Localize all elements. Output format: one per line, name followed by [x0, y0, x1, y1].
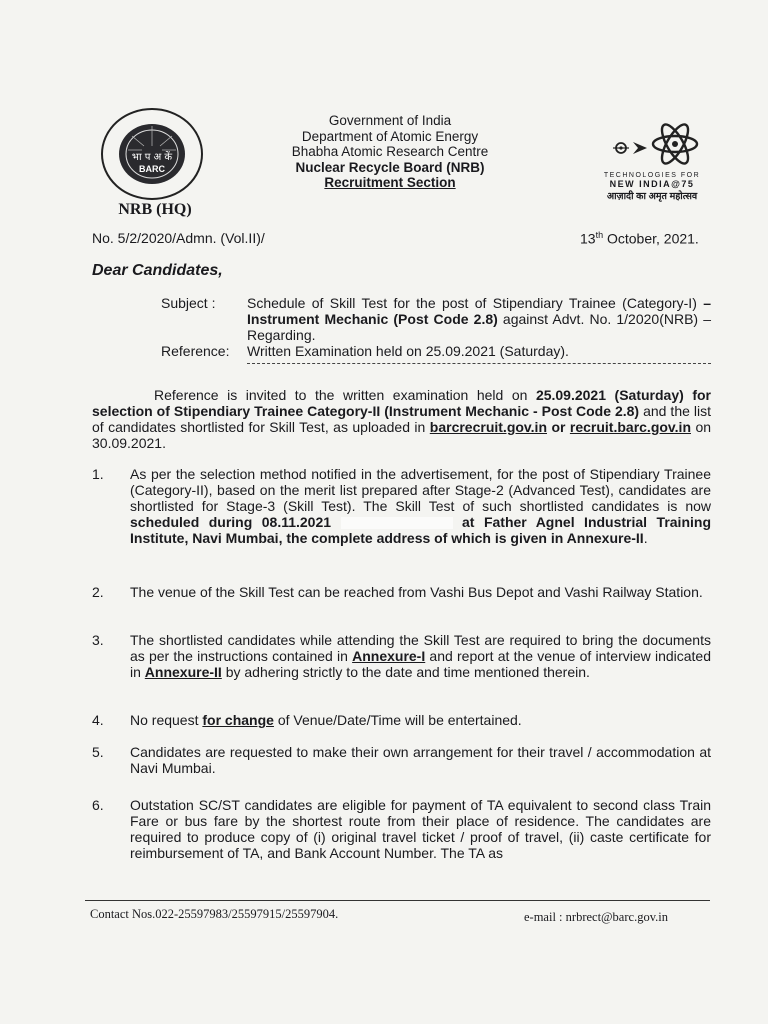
list-item: 1. As per the selection method notified in the advertisement, for the post of Stipendiary Trainee (Category-II), based on the merit list prepared after Stage-2 (Advanced Test), candidates are shortlisted for Stage-3 (Skill Test). The Skill Test of such shortlisted candidates is now scheduled during 08.11.2021 at Father Agnel Industrial Training Institute, Navi Mumbai, the complete address of which is given in Annexure-II.	[92, 466, 711, 546]
govt-line: Government of India	[328, 113, 452, 128]
barcrecruit-link[interactable]: barcrecruit.gov.in	[429, 419, 547, 435]
barc-line: Bhabha Atomic Research Centre	[291, 144, 489, 159]
atom-emblem-icon	[597, 118, 707, 170]
subject-divider	[247, 363, 711, 364]
contact-numbers: Contact Nos.022-25597983/25597915/25597904.	[90, 907, 339, 921]
seal-barc-text: BARC	[139, 164, 165, 174]
reference-number: No. 5/2/2020/Admn. (Vol.II)/	[92, 230, 265, 246]
footer-divider	[85, 900, 710, 901]
letter-date: 13th October, 2021.	[580, 230, 699, 247]
recruit-barc-link[interactable]: recruit.barc.gov.in	[569, 419, 691, 435]
reference-text: Written Examination held on 25.09.2021 (Saturday).	[247, 343, 569, 359]
subject-label: Subject :	[161, 295, 216, 311]
list-item: 4. No request for change of Venue/Date/Time will be entertained.	[92, 712, 522, 728]
azadi-hindi-text: आज़ादी का अमृत महोत्सव	[606, 191, 698, 202]
subject-block	[161, 295, 711, 359]
reference-label: Reference:	[161, 343, 230, 359]
board-line: Nuclear Recycle Board (NRB)	[295, 159, 485, 175]
barc-seal-icon	[98, 106, 206, 202]
list-item: 5. Candidates are requested to make their own arrangement for their travel / accommodation at Navi Mumbai.	[92, 744, 711, 776]
list-item: 2. The venue of the Skill Test can be reached from Vashi Bus Depot and Vashi Railway Station.	[92, 584, 703, 600]
tagline-text: TECHNOLOGIES FOR	[603, 172, 701, 179]
subject-text: Schedule of Skill Test for the post of Stipendiary Trainee (Category-I) – Instrument Mechanic (Post Code 2.8) against Advt. No. 1/2020(NRB) – Regarding.	[247, 295, 712, 343]
nrb-hq-label: NRB (HQ)	[118, 201, 192, 218]
new-india-brand: NEW INDIA@75	[609, 179, 695, 189]
new-india-logo-block	[578, 118, 726, 202]
redacted-area	[341, 517, 453, 529]
dept-line: Department of Atomic Energy	[301, 128, 479, 144]
intro-paragraph: Reference is invited to the written examination held on 25.09.2021 (Saturday) for selection of Stipendiary Trainee Category-II (Instrument Mechanic - Post Code 2.8) and the list of candidates shortlisted for Skill Test, as uploaded in barcrecruit.gov.in or recruit.barc.gov.in on 30.09.2021.	[92, 387, 712, 451]
section-line: Recruitment Section	[324, 175, 456, 190]
seal-hindi-text: भा प अ कें	[131, 152, 173, 163]
salutation: Dear Candidates,	[92, 262, 223, 279]
list-item: 3. The shortlisted candidates while attending the Skill Test are required to bring the documents as per the instructions contained in Annexure-I and report at the venue of interview indicated in Annexure-II by adhering strictly to the date and time mentioned therein.	[92, 632, 711, 680]
list-item: 6. Outstation SC/ST candidates are eligible for payment of TA equivalent to second class Train Fare or bus fare by the shortest route from their place of residence. The candidates are required to produce copy of (i) original travel ticket / proof of travel, (ii) caste certificate for reimbursement of TA, and Bank Account Number. The TA as	[92, 797, 711, 861]
letterhead	[240, 113, 540, 191]
contact-email: e-mail : nrbrect@barc.gov.in	[524, 910, 668, 924]
